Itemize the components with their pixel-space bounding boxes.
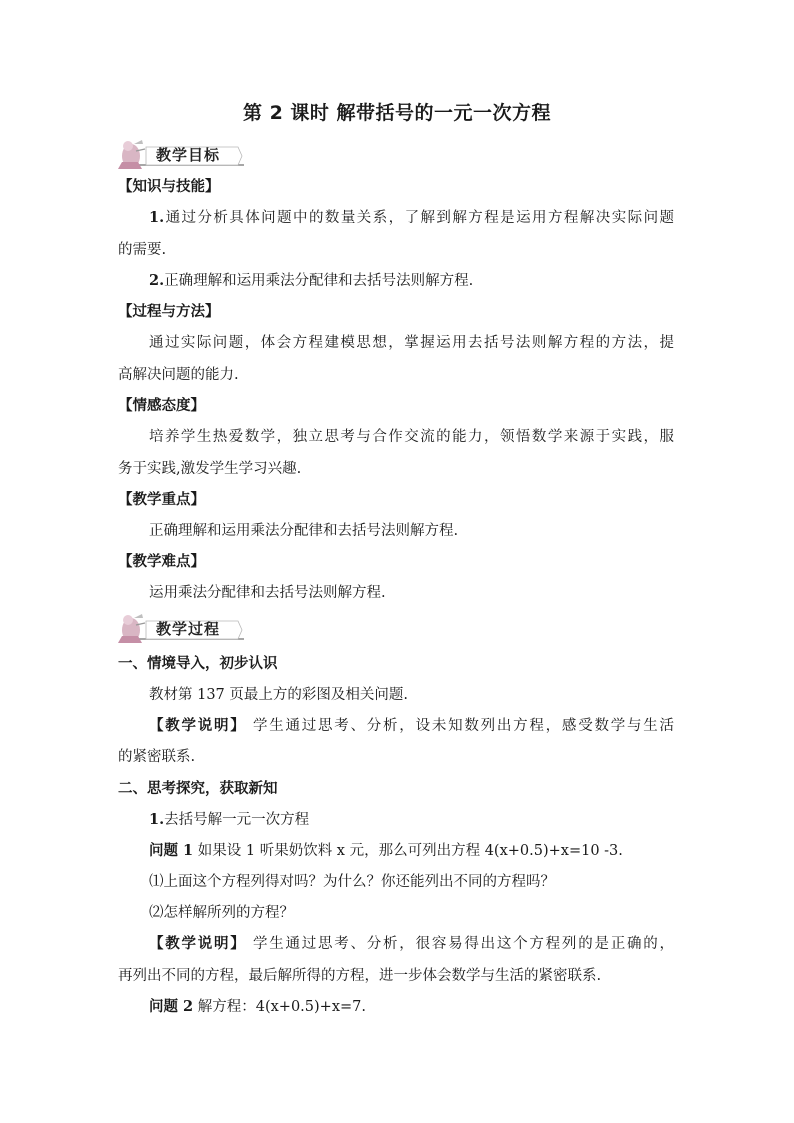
difficulty-heading: 【教学难点】 — [118, 554, 205, 570]
attitude-heading: 【情感态度】 — [118, 398, 205, 414]
key-text: 正确理解和运用乘法分配律和去括号法则解方程. — [149, 523, 459, 539]
question-2: 问题 2 解方程：4(x+0.5)+x=7. — [149, 998, 366, 1015]
question-1-a: ⑴上面这个方程列得对吗？为什么？你还能列出不同的方程吗？ — [149, 874, 555, 890]
attitude-line-2: 务于实践,激发学生学习兴趣. — [118, 461, 302, 477]
difficulty-text: 运用乘法分配律和去括号法则解方程. — [149, 585, 386, 601]
part2-heading: 二、思考探究，获取新知 — [118, 781, 278, 797]
question-1-b: ⑵怎样解所列的方程？ — [149, 905, 294, 921]
knowledge-item-2: 2.正确理解和运用乘法分配律和去括号法则解方程. — [149, 272, 474, 289]
part2-note: 【教学说明】 学生通过思考、分析，很容易得出这个方程列的是正确的， — [149, 935, 675, 952]
key-heading: 【教学重点】 — [118, 492, 205, 508]
goals-banner — [116, 138, 246, 172]
method-line-1: 通过实际问题，体会方程建模思想，掌握运用去括号法则解方程的方法，提 — [149, 335, 674, 351]
part1-note: 【教学说明】 学生通过思考、分析，设未知数列出方程，感受数学与生活 — [149, 717, 675, 734]
page-title: 第 2 课时 解带括号的一元一次方程 — [242, 102, 552, 124]
knowledge-item-1-cont: 的需要. — [118, 242, 167, 258]
part1-heading: 一、情境导入，初步认识 — [118, 656, 278, 672]
method-heading: 【过程与方法】 — [118, 304, 220, 320]
part1-note-cont: 的紧密联系. — [118, 749, 196, 765]
process-banner-label: 教学过程 — [156, 620, 221, 638]
part2-sub1: 1.去括号解一元一次方程 — [149, 811, 310, 828]
question-1: 问题 1 如果设 1 听果奶饮料 x 元，那么可列出方程 4(x+0.5)+x=10 -3. — [149, 842, 623, 859]
goals-banner-label: 教学目标 — [156, 146, 221, 164]
part1-text: 教材第 137 页最上方的彩图及相关问题. — [149, 687, 409, 703]
part2-note-cont: 再列出不同的方程，最后解所得的方程，进一步体会数学与生活的紧密联系. — [118, 968, 602, 984]
attitude-line-1: 培养学生热爱数学，独立思考与合作交流的能力，领悟数学来源于实践，服 — [149, 429, 674, 445]
knowledge-item-1: 1.通过分析具体问题中的数量关系，了解到解方程是运用方程解决实际问题 — [149, 209, 674, 226]
method-line-2: 高解决问题的能力. — [118, 367, 239, 383]
process-banner — [116, 612, 246, 646]
knowledge-heading: 【知识与技能】 — [118, 179, 220, 195]
